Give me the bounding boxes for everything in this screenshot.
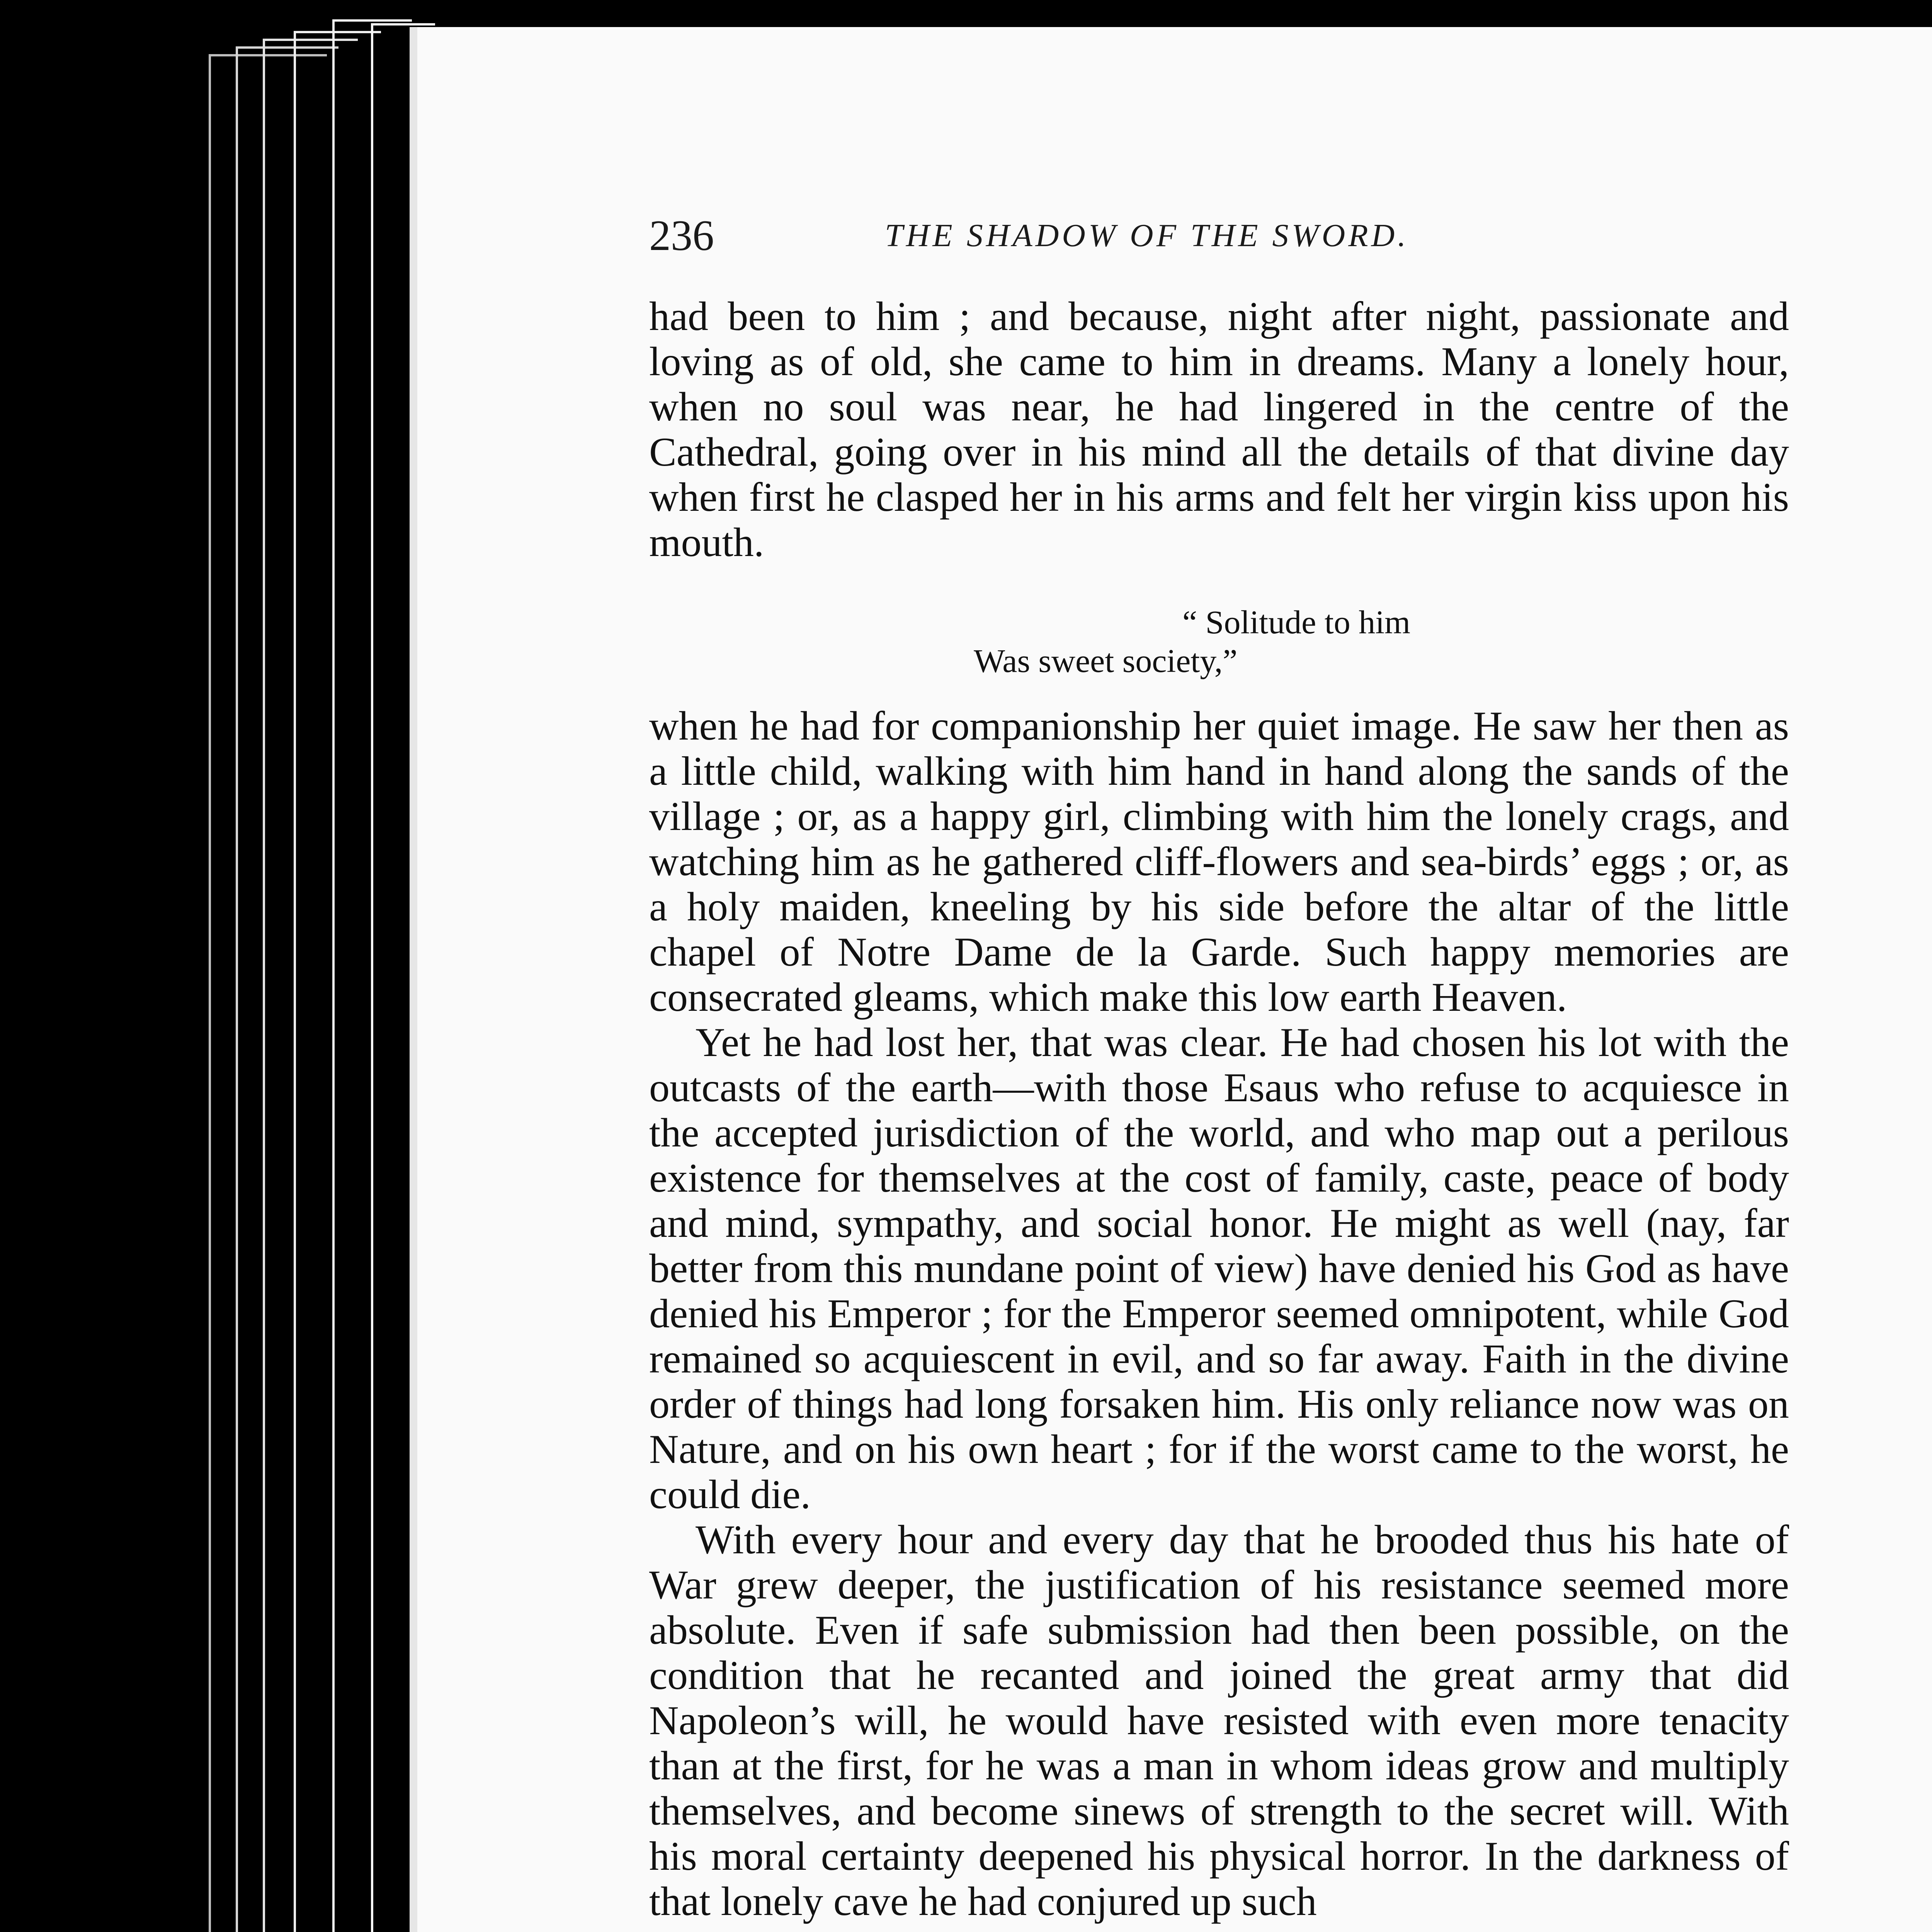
paragraph-4: With every hour and every day that he brooded thus his hate of War grew deeper, the justification of his resistance seemed more absolute. Even if safe submission had then been possible, on the condition that he recanted and joined the great army that did Napoleon’s will, he would have resisted with even more tenacity than at the first, for he was a man in whom ideas grow and multiply themselves, and become sinews of strength to the secret will. With his moral certainty deepened his physical horror. In the darkness of that lonely cave he had conjured up such <box>649 1517 1789 1924</box>
text-block-1 <box>649 294 1789 565</box>
running-title: THE SHADOW OF THE SWORD. <box>885 218 1409 253</box>
paragraph-3: Yet he had lost her, that was clear. He had chosen his lot with the outcasts of the earth—with those Esaus who refuse to acquiesce in the accepted jurisdiction of the world, and who map out a perilous existence for themselves at the cost of family, caste, peace of body and mind, sympathy, and social honor. He might as well (nay, far better from this mundane point of view) have denied his God as have denied his Emperor ; for the Emperor seemed omnipotent, while God remained so acquiescent in evil, and so far away. Faith in the divine order of things had long forsaken him. His only reliance now was on Nature, and on his own heart ; for if the worst came to the worst, he could die. <box>649 1020 1789 1517</box>
paragraph-2: when he had for companionship her quiet image. He saw her then as a little child, walking with him hand in hand along the sands of the village ; or, as a happy girl, climbing with him the lonely crags, and watching him as he gathered cliff-flowers and sea-birds’ eggs ; or, as a holy maiden, kneeling by his side before the altar of the little chapel of Notre Dame de la Garde. Such happy memories are consecrated gleams, which make this low earth Heaven. <box>649 703 1789 1020</box>
page-number: 236 <box>649 212 714 260</box>
page-header <box>649 209 1569 263</box>
quotation-line-1: “ Solitude to him <box>1182 604 1411 641</box>
text-block-2 <box>649 703 1789 1924</box>
quotation-line-2: Was sweet society,” <box>974 642 1238 679</box>
paragraph-1: had been to him ; and because, night after night, passionate and loving as of old, she came to him in dreams. Many a lonely hour, when no soul was near, he had lingered in the centre of the Cathedral, going over in his mind all the details of that divine day when first he clasped her in his arms and felt her virgin kiss upon his mouth. <box>649 294 1789 565</box>
quotation <box>974 603 1515 680</box>
